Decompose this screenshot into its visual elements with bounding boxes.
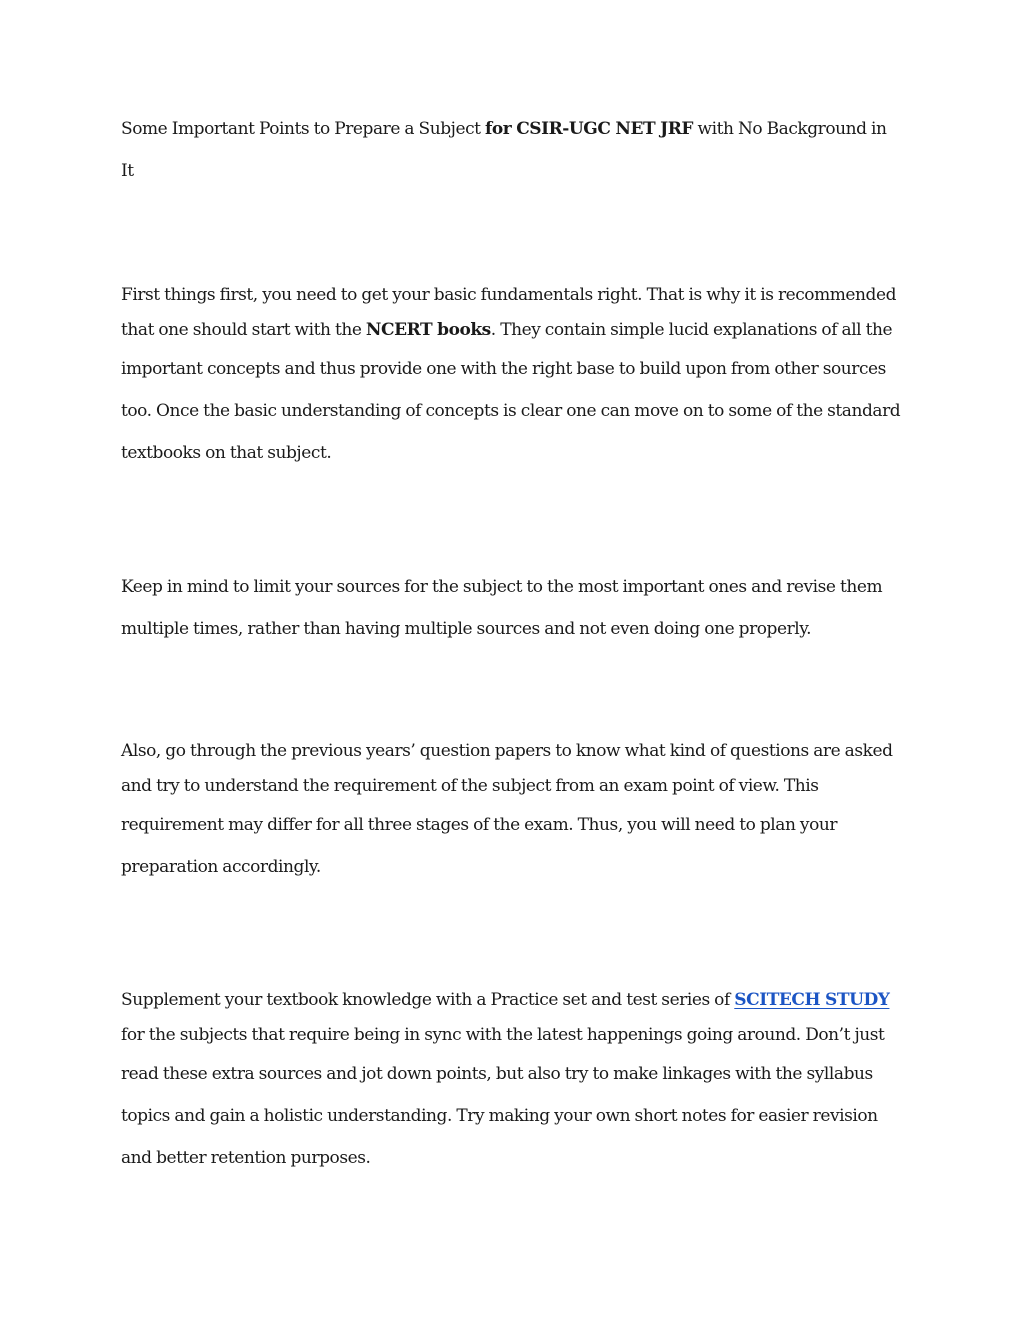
paragraph-limit-sources [121,566,891,650]
paragraph-line: topics and gain a holistic understanding. Try making your own short notes for easier revision [121,1106,878,1126]
scitech-study-link[interactable]: SCITECH STUDY [734,990,890,1010]
paragraph-line: for the subjects that require being in sync with the latest happenings going around. Don’t just [121,1025,885,1045]
title-text-start: Some Important Points to Prepare a Subject [121,119,485,139]
title-line-1 [121,108,891,150]
paragraph-question-papers [121,734,891,888]
paragraph-line: textbooks on that subject. [121,443,332,463]
document-title [121,108,891,192]
title-text-end: with No Background in [693,119,887,139]
paragraph-line: First things first, you need to get your basic fundamentals right. That is why it is recommended [121,285,897,305]
text-run: Supplement your textbook knowledge with a Practice set and test series of [121,990,735,1010]
paragraph-line: Also, go through the previous years’ question papers to know what kind of questions are asked [121,741,893,761]
text-run: . They contain simple lucid explanations of all the [490,320,893,340]
ncert-books-emphasis: NCERT books [365,320,491,340]
paragraph-line: Keep in mind to limit your sources for the subject to the most important ones and revise them [121,577,883,597]
paragraph-line: requirement may differ for all three stages of the exam. Thus, you will need to plan your [121,815,838,835]
paragraph-line [121,313,891,348]
text-run: that one should start with the [121,320,366,340]
title-line-2: It [121,161,134,181]
paragraph-line: too. Once the basic understanding of concepts is clear one can move on to some of the standard [121,401,901,421]
paragraph-line [121,983,891,1018]
paragraph-line: multiple times, rather than having multiple sources and not even doing one properly. [121,619,812,639]
paragraph-line: read these extra sources and jot down points, but also try to make linkages with the syllabus [121,1064,873,1084]
paragraph-line: important concepts and thus provide one with the right base to build upon from other sources [121,359,886,379]
paragraph-line: and better retention purposes. [121,1148,371,1168]
title-exam-name: for CSIR-UGC NET JRF [484,119,694,139]
paragraph-supplement [121,983,891,1179]
paragraph-fundamentals [121,278,901,474]
paragraph-line: and try to understand the requirement of the subject from an exam point of view. This [121,776,819,796]
paragraph-line: preparation accordingly. [121,857,321,877]
